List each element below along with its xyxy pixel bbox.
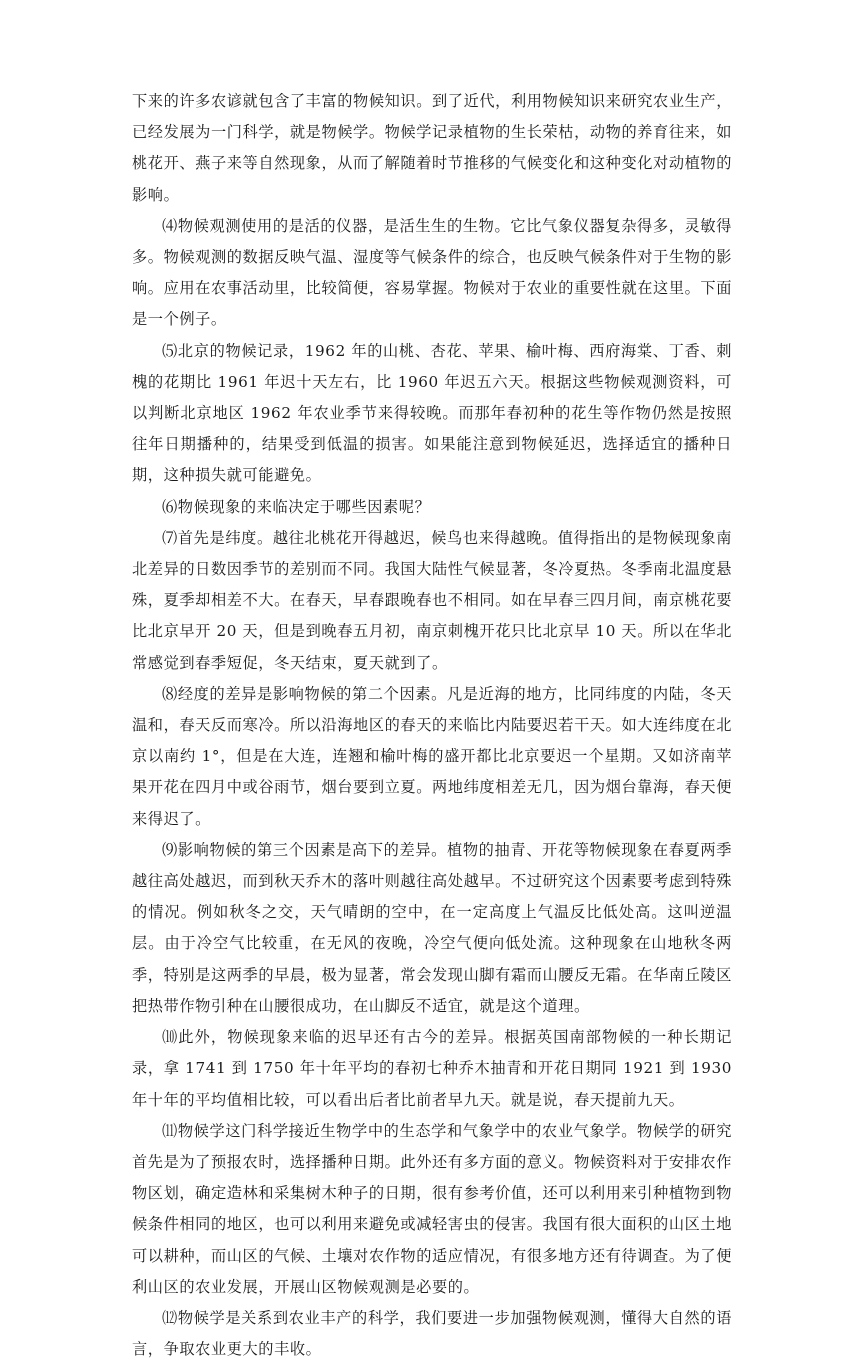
paragraph-12: ⑿物候学是关系到农业丰产的科学，我们要进一步加强物候观测，懂得大自然的语言，争取农业更大的丰收。 — [132, 1308, 732, 1359]
paragraph-5: ⑸北京的物候记录，1962 年的山桃、杏花、苹果、榆叶梅、西府海棠、丁香、刺槐的花期比 1961 年迟十天左右，比 1960 年迟五六天。根据这些物候观测资料，可以判断北京地区 1962 年农业季节来得较晚。而那年春初种的花生等作物仍然是按照往年日期播种的，结果受到低温的损害。如果能注意到物候延迟，选择适宜的播种日期，这种损失就可能避免。 — [132, 341, 732, 485]
paragraph-6: ⑹物候现象的来临决定于哪些因素呢？ — [162, 497, 431, 516]
paragraph-continuation: 下来的许多农谚就包含了丰富的物候知识。到了近代，利用物候知识来研究农业生产，已经发展为一门科学，就是物候学。物候学记录植物的生长荣枯，动物的养育往来，如桃花开、燕子来等自然现象，从而了解随着时节推移的气候变化和这种变化对动植物的影响。 — [132, 92, 732, 204]
paragraph-11: ⑾物候学这门科学接近生物学中的生态学和气象学中的农业气象学。物候学的研究首先是为了预报农时，选择播种日期。此外还有多方面的意义。物候资料对于安排农作物区划，确定造林和采集树木种子的日期，很有参考价值，还可以利用来引种植物到物候条件相同的地区，也可以利用来避免或减轻害虫的侵害。我国有很大面积的山区土地可以耕种，而山区的气候、土壤对农作物的适应情况，有很多地方还有待调查。为了便利山区的农业发展，开展山区物候观测是必要的。 — [132, 1121, 732, 1296]
paragraph-8: ⑻经度的差异是影响物候的第二个因素。凡是近海的地方，比同纬度的内陆，冬天温和，春天反而寒冷。所以沿海地区的春天的来临比内陆要迟若干天。如大连纬度在北京以南约 1°，但是在大连，连翘和榆叶梅的盛开都比北京要迟一个星期。又如济南苹果开花在四月中或谷雨节，烟台要到立夏。两地纬度相差无几，因为烟台靠海，春天便来得迟了。 — [132, 684, 732, 828]
paragraph-7: ⑺首先是纬度。越往北桃花开得越迟，候鸟也来得越晚。值得指出的是物候现象南北差异的日数因季节的差别而不同。我国大陆性气候显著，冬冷夏热。冬季南北温度悬殊，夏季却相差不大。在春天，早春跟晚春也不相同。如在早春三四月间，南京桃花要比北京早开 20 天，但是到晚春五月初，南京刺槐开花只比北京早 10 天。所以在华北常感觉到春季短促，冬天结束，夏天就到了。 — [132, 528, 732, 672]
paragraph-4: ⑷物候观测使用的是活的仪器，是活生生的生物。它比气象仪器复杂得多，灵敏得多。物候观测的数据反映气温、湿度等气候条件的综合，也反映气候条件对于生物的影响。应用在农事活动里，比较简便，容易掌握。物候对于农业的重要性就在这里。下面是一个例子。 — [132, 216, 732, 329]
paragraph-9: ⑼影响物候的第三个因素是高下的差异。植物的抽青、开花等物候现象在春夏两季越往高处越迟，而到秋天乔木的落叶则越往高处越早。不过研究这个因素要考虑到特殊的情况。例如秋冬之交，天气晴朗的空中，在一定高度上气温反比低处高。这叫逆温层。由于冷空气比较重，在无风的夜晚，冷空气便向低处流。这种现象在山地秋冬两季，特别是这两季的早晨，极为显著，常会发现山脚有霜而山腰反无霜。在华南丘陵区把热带作物引种在山腰很成功，在山脚反不适宜，就是这个道理。 — [132, 840, 732, 1015]
paragraph-10: ⑽此外，物候现象来临的迟早还有古今的差异。根据英国南部物候的一种长期记录，拿 1741 到 1750 年十年平均的春初七种乔木抽青和开花日期同 1921 到 1930 年十年的平均值相比较，可以看出后者比前者早九天。就是说，春天提前九天。 — [132, 1028, 732, 1109]
